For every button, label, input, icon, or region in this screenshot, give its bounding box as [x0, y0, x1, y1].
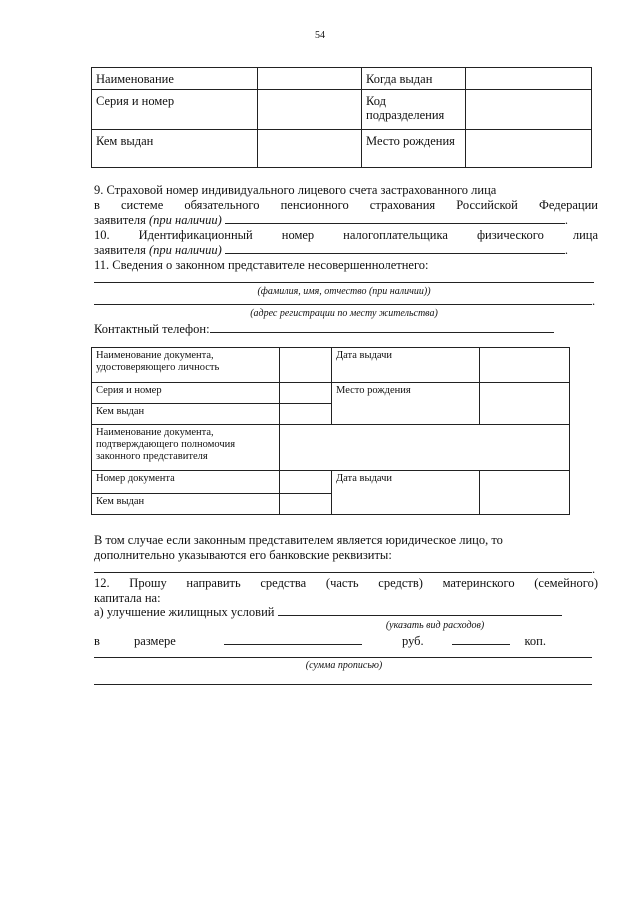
- value-issue-date[interactable]: [466, 68, 592, 90]
- sum-in-words-field-2[interactable]: [94, 684, 592, 685]
- label-issued-by: Кем выдан: [92, 130, 258, 168]
- applicant-document-table: [91, 67, 592, 168]
- table-row: [92, 68, 592, 90]
- value-authority-doc[interactable]: [280, 425, 570, 471]
- kop-label: коп.: [524, 634, 546, 648]
- value-rep-issued-by[interactable]: [280, 404, 332, 425]
- kopecks-field[interactable]: [452, 634, 510, 645]
- table-row: [92, 90, 592, 130]
- value-birthplace[interactable]: [466, 130, 592, 168]
- value-division-code[interactable]: [466, 90, 592, 130]
- caption-sum: (сумма прописью): [305, 660, 383, 671]
- value-issued-by[interactable]: [258, 130, 362, 168]
- rub-label: руб.: [402, 634, 424, 648]
- label-birthplace: Место рождения: [362, 130, 466, 168]
- phone-label: Контактный телефон:: [94, 322, 210, 336]
- value-name[interactable]: [258, 68, 362, 90]
- label-authority-doc: Наименование документа, подтверждающего полномочия законного представителя: [92, 425, 280, 471]
- phone-row: [94, 322, 598, 336]
- table-row: [92, 471, 570, 494]
- value-doc-number[interactable]: [280, 471, 332, 494]
- line-end: .: [564, 213, 569, 227]
- value-rep-issued-by2[interactable]: [280, 494, 332, 515]
- legal-entity-line2: дополнительно указываются его банковские реквизиты:: [94, 548, 392, 562]
- table-row: [92, 130, 592, 168]
- label-rep-issued-by: Кем выдан: [92, 404, 280, 425]
- label-rep-issue-date: Дата выдачи: [332, 348, 480, 383]
- table-row: [92, 348, 570, 383]
- label-doc-number: Номер документа: [92, 471, 280, 494]
- line-end: .: [592, 562, 596, 576]
- item10-line1: 10. Идентификационный номер налогоплательщика физического лица: [94, 228, 598, 242]
- representative-table: [91, 347, 570, 515]
- line-end: .: [564, 243, 569, 257]
- phone-field[interactable]: [210, 322, 554, 333]
- value-series-number[interactable]: [258, 90, 362, 130]
- item10-note: (при наличии): [148, 243, 222, 257]
- label-rep-birthplace: Место рождения: [332, 383, 480, 425]
- value-rep-doc-name[interactable]: [280, 348, 332, 383]
- bank-details-field[interactable]: [94, 572, 592, 573]
- sum-in-words-field[interactable]: [94, 657, 592, 658]
- amount-size: размере: [134, 634, 176, 648]
- item9-line2: в системе обязательного пенсионного страхования Российской Федерации: [94, 198, 598, 212]
- expense-type-field[interactable]: [278, 605, 562, 616]
- caption-name: (фамилия, имя, отчество (при наличии)): [257, 286, 431, 297]
- option-a-row: [94, 605, 598, 619]
- rep-address-field[interactable]: [94, 304, 592, 305]
- item11-title: 11. Сведения о законном представителе несовершеннолетнего:: [94, 258, 429, 272]
- table-row: [92, 425, 570, 471]
- item9-line1: 9. Страховой номер индивидуального лицевого счета застрахованного лица: [94, 183, 497, 197]
- value-rep-issue-date2[interactable]: [480, 471, 570, 515]
- label-issue-date: Когда выдан: [362, 68, 466, 90]
- inn-field[interactable]: [225, 243, 565, 254]
- item10-prefix: заявителя: [94, 243, 146, 257]
- label-division-code: Код подразделения: [362, 90, 466, 130]
- item9-note: (при наличии): [148, 213, 222, 227]
- label-rep-doc-name: Наименование документа, удостоверяющего личность: [92, 348, 280, 383]
- legal-entity-line1: В том случае если законным представителем является юридическое лицо, то: [94, 533, 503, 547]
- item12-line1: 12. Прошу направить средства (часть средств) материнского (семейного): [94, 576, 598, 590]
- item9-prefix: заявителя: [94, 213, 146, 227]
- value-rep-birthplace[interactable]: [480, 383, 570, 425]
- label-rep-issued-by2: Кем выдан: [92, 494, 280, 515]
- value-rep-issue-date[interactable]: [480, 348, 570, 383]
- caption-address: (адрес регистрации по месту жительства): [250, 308, 438, 319]
- option-a-label: а) улучшение жилищных условий: [94, 605, 275, 619]
- rubles-field[interactable]: [224, 634, 362, 645]
- label-series-number: Серия и номер: [92, 90, 258, 130]
- label-name: Наименование: [92, 68, 258, 90]
- item9-line3: [94, 213, 598, 227]
- caption-expense: (указать вид расходов): [385, 620, 485, 631]
- table-row: [92, 383, 570, 404]
- item10-line2: [94, 243, 598, 257]
- item12-line2: капитала на:: [94, 591, 161, 605]
- label-rep-series: Серия и номер: [92, 383, 280, 404]
- value-rep-series[interactable]: [280, 383, 332, 404]
- rep-name-field[interactable]: [94, 282, 594, 283]
- label-rep-issue-date2: Дата выдачи: [332, 471, 480, 515]
- amount-row: [94, 634, 598, 648]
- snils-field[interactable]: [225, 213, 565, 224]
- amount-in: в: [94, 634, 100, 648]
- page-number: 54: [315, 30, 325, 41]
- line-end: .: [592, 294, 596, 308]
